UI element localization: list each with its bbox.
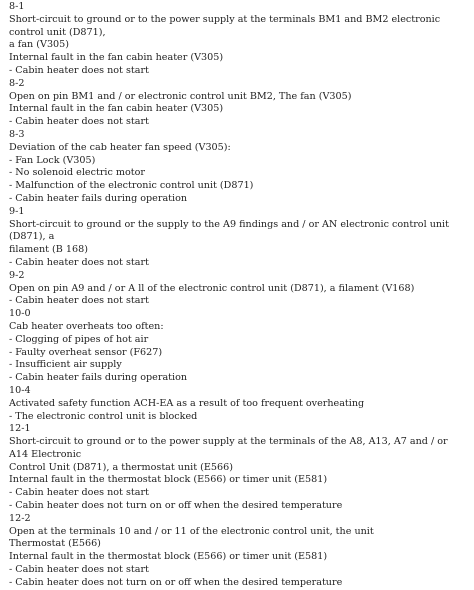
fault-description-line: Activated safety function ACH-EA as a result of too frequent overheating — [9, 397, 365, 409]
fault-symptom-line: - The electronic control unit is blocked — [9, 410, 198, 422]
fault-symptom-line: - Malfunction of the electronic control unit (D871) — [9, 180, 254, 192]
fault-code-10-0: 10-0 — [9, 308, 31, 320]
fault-description-line: filament (B 168) — [9, 244, 88, 256]
fault-description-line: Short-circuit to ground or to the power supply at the terminals BM1 and BM2 electronic control unit (D871), — [9, 13, 444, 38]
fault-code-12-2: 12-2 — [9, 512, 31, 524]
fault-symptom-line: - Faulty overheat sensor (F627) — [9, 346, 163, 358]
fault-description-line: Short-circuit to ground or to the power supply at the terminals of the A8, A13, A7 and / or A14 Electronic — [9, 436, 451, 460]
fault-symptom-line: - Cabin heater does not start — [9, 116, 149, 128]
fault-code-8-1: 8-1 — [9, 1, 25, 12]
fault-symptom-line: - Cabin heater fails during operation — [9, 192, 188, 204]
fault-description-line: Open on pin BM1 and / or electronic control unit BM2, The fan (V305) — [9, 90, 352, 102]
fault-symptom-line: - Cabin heater does not turn on or off when the desired temperature — [9, 576, 343, 588]
fault-code-8-2: 8-2 — [9, 77, 25, 89]
fault-description-line: Deviation of the cab heater fan speed (V305): — [9, 141, 231, 153]
fault-symptom-line: - No solenoid electric motor — [9, 167, 145, 179]
fault-description-line: Short-circuit to ground or the supply to the A9 findings and / or AN electronic control unit (D871), a — [9, 218, 453, 243]
fault-symptom-line: - Cabin heater does not start — [9, 64, 149, 76]
fault-code-8-3: 8-3 — [9, 128, 25, 140]
fault-description-line: Cab heater overheats too often: — [9, 320, 164, 332]
fault-code-12-1: 12-1 — [9, 423, 31, 435]
fault-description-line: Thermostat (E566) — [9, 538, 101, 550]
fault-symptom-line: - Clogging of pipes of hot air — [9, 333, 149, 345]
fault-code-10-4: 10-4 — [9, 384, 31, 396]
fault-cause-line: Internal fault in the fan cabin heater (V305) — [9, 103, 224, 115]
fault-code-9-2: 9-2 — [9, 269, 25, 281]
fault-description-line: a fan (V305) — [9, 39, 69, 51]
fault-symptom-line: - Cabin heater does not start — [9, 564, 149, 576]
fault-symptom-line: - Cabin heater does not start — [9, 295, 149, 307]
fault-description-line: Open on pin A9 and / or A ll of the electronic control unit (D871), a filament (V168) — [9, 282, 415, 294]
fault-symptom-line: - Fan Lock (V305) — [9, 154, 96, 166]
fault-symptom-line: - Cabin heater does not turn on or off when the desired temperature — [9, 500, 343, 512]
fault-symptom-line: - Cabin heater does not start — [9, 256, 149, 268]
fault-description-line: Open at the terminals 10 and / or 11 of the electronic control unit, the unit — [9, 525, 374, 537]
fault-cause-line: Internal fault in the thermostat block (E566) or timer unit (E581) — [9, 474, 328, 486]
fault-cause-line: Internal fault in the thermostat block (E566) or timer unit (E581) — [9, 551, 328, 563]
fault-cause-line: Internal fault in the fan cabin heater (V305) — [9, 52, 224, 64]
fault-code-9-1: 9-1 — [9, 205, 25, 217]
fault-symptom-line: - Insufficient air supply — [9, 359, 122, 371]
fault-description-line: Control Unit (D871), a thermostat unit (E566) — [9, 461, 233, 473]
fault-symptom-line: - Cabin heater does not start — [9, 487, 149, 499]
fault-symptom-line: - Cabin heater fails during operation — [9, 372, 188, 384]
